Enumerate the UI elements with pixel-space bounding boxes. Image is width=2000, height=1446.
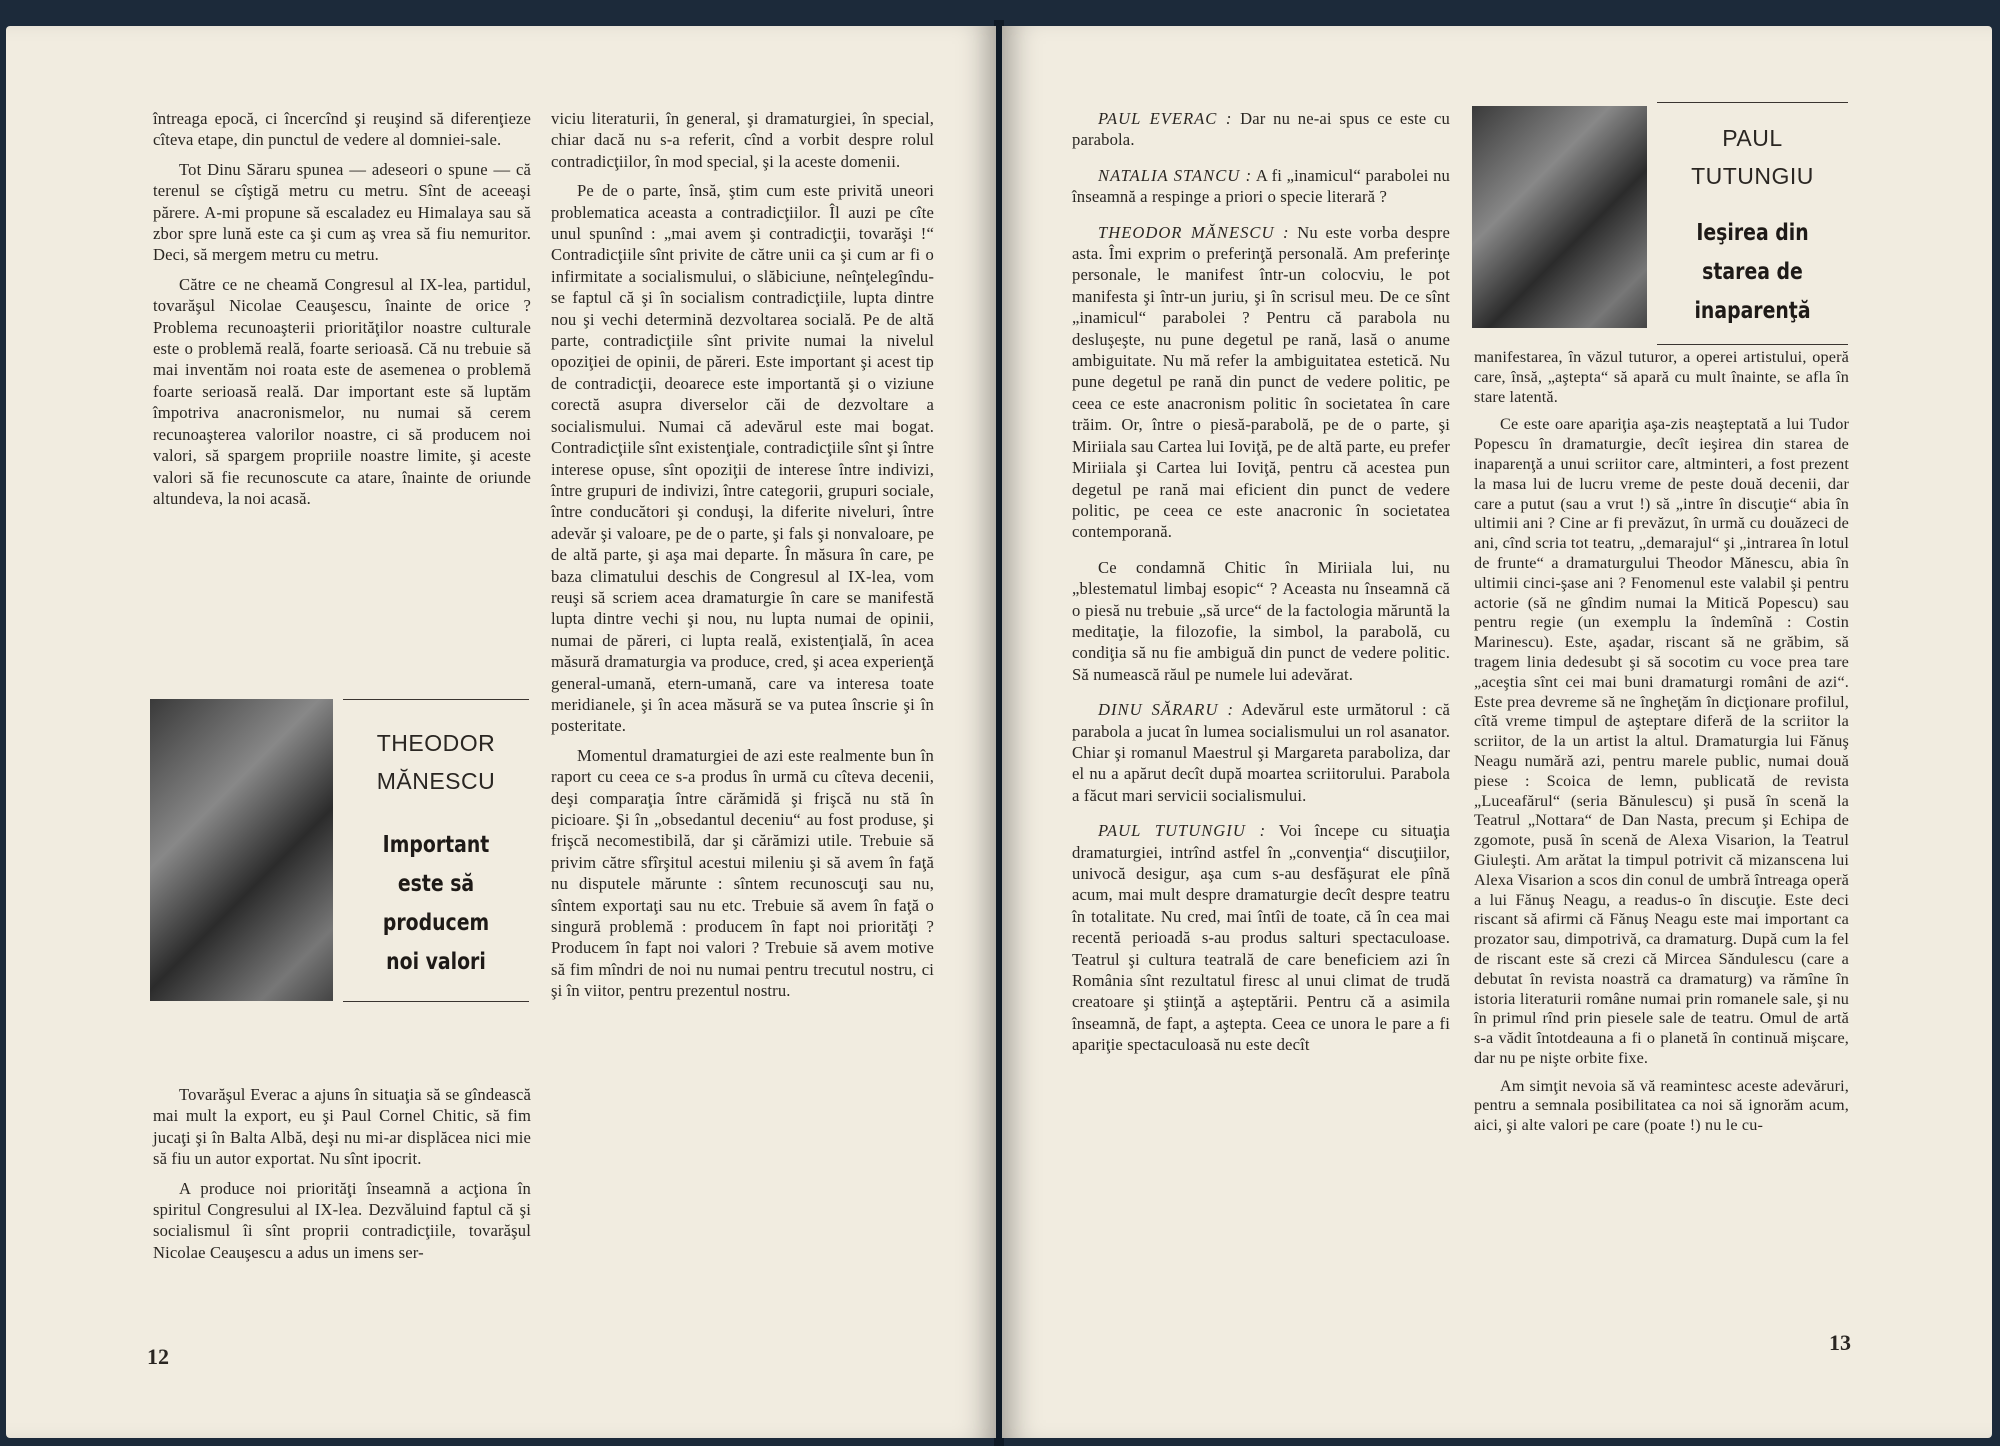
- left-column-1-top: [153, 108, 531, 517]
- paragraph: Ce este oare apariţia aşa-zis neaşteptată a lui Tudor Popescu în dramaturgie, decît ieşirea din starea de inaparenţă a unui scriitor care, altminteri, a fost prezent la masa lui de lucru vreme de peste două decenii, dar care a putut (sau a vrut !) să „intre în discuţie“ abia în ultimii ani ? Cine ar fi prevăzut, în urmă cu douăzeci de ani, cînd scria tot teatru, „demarajul“ şi „intrarea în lotul de frunte“ a dramaturgului Theodor Mănescu, abia în ultimii cinci-şase ani ? Fenomenul este valabil şi pentru actorie (să ne gîndim numai la Mitică Popescu) sau pentru regie (un exemplu la îndemînă : Costin Marinescu). Este, aşadar, riscant să ne grăbim, să tragem linia dedesubt şi să socotim cu voce prea tare „aceştia sînt cei mai buni dramaturgi români de azi“. Este prea devreme să ne îngheţăm în dicţionare profilul, cîtă vreme timpul de aşteptare diferă de la scriitor la scriitor, de la un artist la altul. Dramaturgia lui Fănuş Neagu numără azi, pentru marele public, numai două piese : Scoica de lemn, publicată de revista „Luceafărul“ (seria Bănulescu) şi pusă în scenă la Teatrul „Nottara“ de Dan Nasta, precum şi Echipa de zgomote, pusă în scenă de Alexa Visarion, la Teatrul Giuleşti. Am arătat la timpul potrivit că mizanscena lui Alexa Visarion a scos din conul de umbră întreaga operă a lui Fănuş Neagu, a readus-o în discuţie. Este deci riscant să afirmi că Fănuş Neagu este mai important ca prozator sau, dimpotrivă, ca dramaturg. După cum la fel de riscant este să crezi că Mircea Săndulescu (care a debutat în revista noastră ca dramaturg) va rămîne în istoria literaturii române numai prin romanele sale, şi nu în primul rînd prin piesele sale de teatru. Omul de artă s-a vădit întotdeauna a fi o planetă în continuă mişcare, dar nu pe nişte orbite fixe.: [1474, 415, 1849, 1067]
- left-column-1-bottom: [153, 1084, 531, 1271]
- right-page: [1002, 26, 1992, 1438]
- box-headline: [1674, 214, 1831, 331]
- speaker-name: PAUL EVERAC :: [1098, 109, 1233, 128]
- box-headline-line2: starea de: [1702, 259, 1803, 285]
- dialogue-paragraph: [1072, 165, 1450, 208]
- dialogue-paragraph: [1072, 222, 1450, 543]
- speech-text: Dar nu ne-ai spus ce este cu parabola.: [1072, 109, 1450, 150]
- box-name-line1: PAUL: [1722, 125, 1783, 151]
- box-name-line2: MĂNESCU: [376, 768, 496, 794]
- paragraph: Am simţit nevoia să vă reamintesc aceste adevăruri, pentru a semnala posibilitatea ca noi să ignorăm acum, aici, şi alte valori pe care (poate !) nu le cu-: [1474, 1076, 1849, 1135]
- box-headline-line3: producem: [382, 910, 490, 936]
- right-column-2: [1474, 348, 1849, 1144]
- paragraph: Tot Dinu Săraru spunea — adeseori o spune — că terenul se cîştigă metru cu metru. Sînt de aceeaşi părere. A-mi propune să escaladez eu Himalaya sau să zbor spre lună este ca şi cum aş vrea să fiu nemuritor. Deci, să mergem metru cu metru.: [153, 159, 531, 265]
- paragraph: manifestarea, în văzul tuturor, a operei artistului, operă care, însă, „aştepta“ să apară cu mult înainte, se afla în stare latentă.: [1474, 348, 1849, 406]
- manescu-photo: [150, 699, 333, 1001]
- paragraph: A produce noi priorităţi înseamnă a acţiona în spiritul Congresului al IX-lea. Dezvăluind faptul că şi socialismul îi sînt proprii contradicţiile, tovarăşul Nicolae Ceauşescu a adus un imens ser-: [153, 1178, 531, 1262]
- tutungiu-photo: [1472, 106, 1647, 328]
- box-headline-line1: Ieşirea din: [1696, 220, 1809, 246]
- box-rule-bottom: [343, 1001, 529, 1002]
- paragraph: Pe de o parte, însă, ştim cum este privită uneori problematica aceasta a contradicţiilor. Îl auzi pe cîte unul spunînd : „mai avem şi contradicţii, tovarăşi !“ Contradicţiile sînt privite de către unii ca şi cum ar fi o infirmitate a socialismului, o slăbiciune, neînţelegîndu-se faptul că şi în socialism contradicţiile, lupta dintre nou şi vechi determină dezvoltarea socială. Pe de altă parte, contradicţiile sînt privite numai la nivelul opoziţiei de opinii, de păreri. Este important şi acest tip de contradicţii, deoarece este importantă şi o viziune corectă asupra diverselor căi de dezvoltare a socialismului. Numai că adevărul este mai bogat. Contradicţiile sînt existenţiale, contradicţiile sînt şi între interese opuse, sînt opoziţii de interese între indivizi, între grupuri de indivizi, între categorii, grupuri sociale, între conducători şi conduşi, la diferite niveluri, între adevăr şi valoare, pe de o parte, şi fals şi nonvaloare, pe de altă parte, şi aşa mai departe. În măsura în care, pe baza climatului deschis de Congresul al IX-lea, vom reuşi să scriem acea dramaturgie în care se manifestă lupta dintre vechi şi nou, nu lupta numai de opinii, numai de păreri, ci lupta reală, existenţială, în acea măsură dramaturgia va produce, cred, şi acea experienţă general-umană, etern-umană, care va interesa toate meridianele, şi în acea măsură se va putea înscrie şi în posteritate.: [551, 181, 934, 736]
- speech-text: Voi începe cu situaţia dramaturgiei, intrînd astfel în „convenţia“ discuţiilor, univocă desigur, aşa cum s-au desfăşurat ele pînă acum, mai mult despre dramaturgie decît despre teatru în totalitate. Nu cred, mai întîi de toate, că în cea mai recentă perioadă s-au produs salturi spectaculoase. Teatrul şi cultura teatrală de care beneficiem azi în România sînt rezultatul firesc al unui climat de trudă creatoare şi ştiinţă a aşteptării. Pentru că a asimila înseamnă, de fapt, a aştepta. Ceea ce unora le pare a fi apariţie spectaculoasă nu este decît: [1072, 821, 1450, 1055]
- speaker-name: DINU SĂRARU :: [1098, 700, 1235, 720]
- box-headline-line4: noi valori: [386, 949, 486, 975]
- box-name-line1: THEODOR: [376, 730, 496, 756]
- dialogue-paragraph: [1072, 557, 1450, 685]
- box-headline: [360, 826, 513, 982]
- box-name: [1657, 119, 1848, 195]
- paragraph: întreaga epocă, ci încercînd şi reuşind să diferenţieze cîteva etape, din punctul de vedere al domniei-sale.: [153, 109, 531, 150]
- box-headline-line3: inaparenţă: [1694, 298, 1811, 324]
- left-column-2: [551, 108, 934, 1010]
- box-rule-top: [1657, 102, 1848, 103]
- speaker-name: PAUL TUTUNGIU :: [1098, 821, 1267, 841]
- speaker-name: NATALIA STANCU :: [1098, 165, 1253, 185]
- box-headline-line2: este să: [397, 871, 475, 897]
- speech-text: A fi „inamicul“ parabolei nu înseamnă a respinge a priori o specie literară ?: [1072, 165, 1450, 207]
- speaker-name: THEODOR MĂNESCU :: [1098, 222, 1290, 242]
- paragraph: Tovarăşul Everac a ajuns în situaţia să se gîndească mai mult la export, eu şi Paul Cornel Chitic, să fim jucaţi şi în Balta Albă, deşi nu mi-ar displăcea nici mie să fiu un autor exportat. Nu sînt ipocrit.: [153, 1085, 531, 1169]
- paragraph: viciu literaturii, în general, şi dramaturgiei, în special, chiar dacă nu s-a referit, cînd a vorbit despre rolul contradicţiilor, în mod special, şi la aceste domenii.: [551, 109, 934, 171]
- dialogue-paragraph: [1072, 108, 1450, 151]
- box-name: [343, 724, 529, 800]
- right-column-1: [1072, 108, 1450, 1064]
- paragraph: Momentul dramaturgiei de azi este realmente bun în raport cu ceea ce s-a produs în urmă cu cîteva decenii, deşi comparaţia între cărămidă şi frişcă nu stă în picioare. Şi în „obsedantul deceniu“ au fost produse, şi frişcă necomestibilă, dar şi cărămizi utile. Trebuie să privim către sfîrşitul acestui mileniu şi să avem în faţă nu disputele mărunte : sîntem recunoscuţi sau nu, sîntem exportaţi sau nu etc. Trebuie să avem în faţă o singură problemă : producem în fapt noi priorităţi ? Producem în fapt noi valori ? Trebuie să avem motive să fim mîndri de noi nu numai pentru trecutul nostru, ci şi în viitor, pentru prezentul nostru.: [551, 745, 934, 1001]
- dialogue-paragraph: [1072, 699, 1450, 806]
- left-page: [6, 26, 996, 1438]
- speech-text: Ce condamnă Chitic în Miriiala lui, nu „blestematul limbaj esopic“ ? Aceasta nu înseamnă că o piesă nu trebuie „să urce“ de la factologia măruntă la meditaţie, la filozofie, la simbol, la parabolă, cu condiţia să nu fie ambiguă din punct de vedere politic. Să numească răul pe numele lui adevărat.: [1072, 557, 1450, 684]
- dialogue-paragraph: [1072, 820, 1450, 1055]
- box-rule-bottom: [1657, 344, 1848, 345]
- box-name-line2: TUTUNGIU: [1691, 163, 1814, 189]
- paragraph: Către ce ne cheamă Congresul al IX-lea, partidul, tovarăşul Nicolae Ceauşescu, înainte de orice ? Problema recunoaşterii priorităţilor noastre culturale este o problemă reală, foarte serioasă. Că nu trebuie să mai inventăm noi roata este de asemenea o problemă foarte serioasă reală. Dar important este să luptăm împotriva anacronismelor, nu numai să cerem recunoaşterea valorilor noastre, ci să producem noi valori, să spargem propriile noastre limite, şi aceste valori să fie recunoscute ca atare, înainte de oriunde altundeva, la noi acasă.: [153, 274, 531, 508]
- page-number: 12: [147, 1344, 169, 1369]
- box-rule-top: [343, 699, 529, 700]
- box-headline-line1: Important: [382, 832, 490, 858]
- page-number: 13: [1829, 1330, 1851, 1355]
- speech-text: Adevărul este următorul : că parabola a jucat în lumea socialismului un rol asanator. Chiar şi romanul Maestrul şi Margareta parabolizа, dar el nu a apărut decît după moartea scriitorului. Parabola a făcut mari servicii socialismului.: [1072, 700, 1450, 805]
- speech-text: Nu este vorba despre asta. Îmi exprim o preferinţă personală. Am preferinţe personale, le manifest într-un colocviu, le pot manifesta şi într-un juriu, şi în scrisul meu. De ce sînt „inamicul“ parabolei ? Pentru că parabola nu desluşeşte, nu pune degetul pe rană, lasă o anume ambiguitate. Nu mă refer la ambiguitatea estetică. Nu pune degetul pe rană din punct de vedere politic, pe ceea ce este anacronism politic în societatea în care trăim. Or, între o piesă-parabolă, pe de o parte, şi Miriiala sau Cartea lui Ioviţă, pe de altă parte, eu prefer Miriiala şi Cartea lui Ioviţă, pentru că acestea pun degetul pe rană mai eficient din punct de vedere politic, pe ceea ce este anacronic în societatea contemporană.: [1072, 222, 1450, 542]
